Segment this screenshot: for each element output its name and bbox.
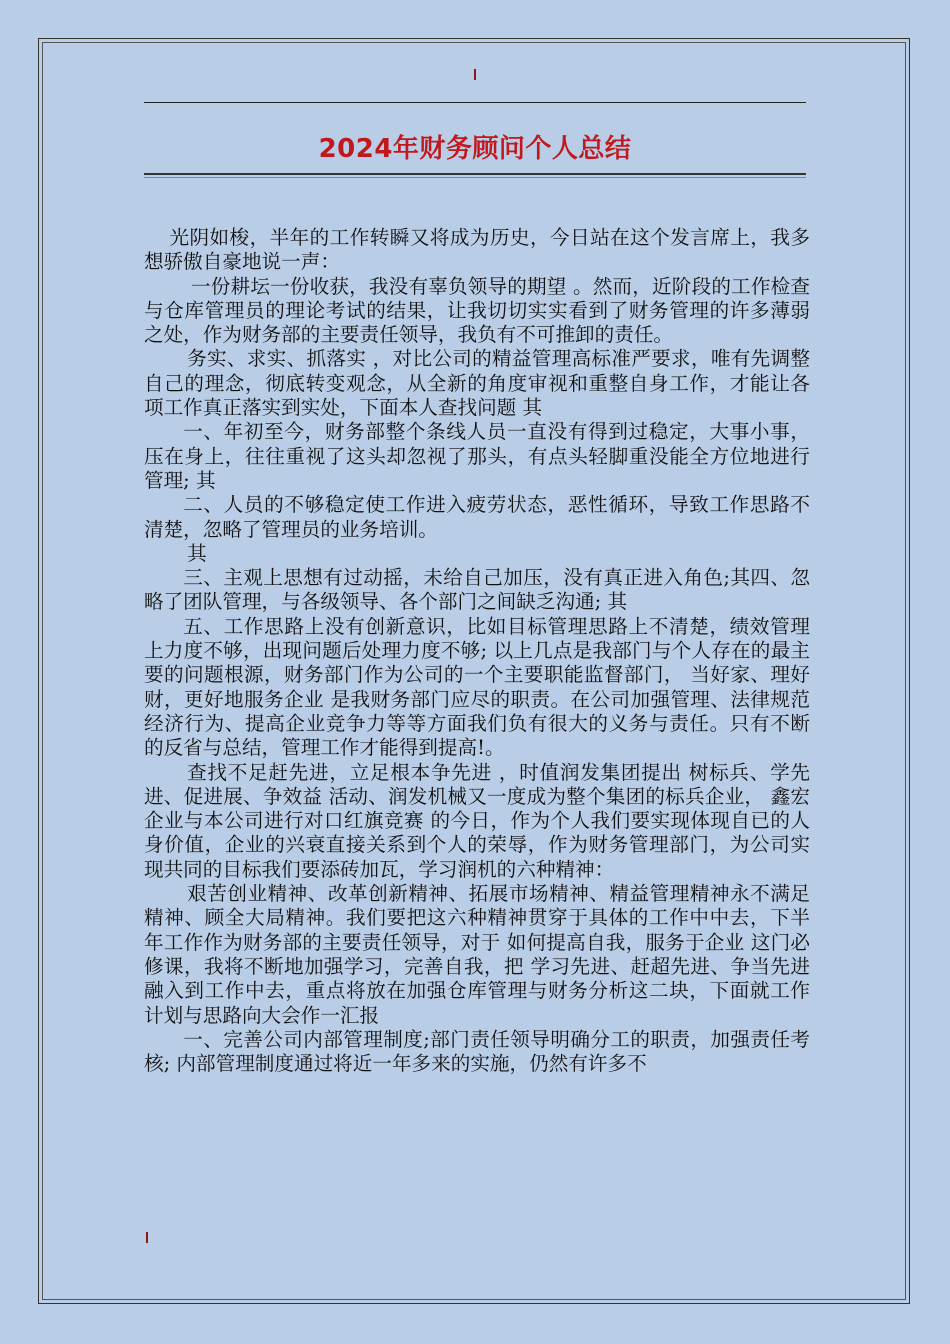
paragraph: 光阴如梭，半年的工作转瞬又将成为历史，今日站在这个发言席上，我多想骄傲自豪地说一声： [144, 226, 810, 274]
paragraph: 三、主观上思想有过动摇，未给自己加压，没有真正进入角色;其四、忽略了团队管理，与各级领导、各个部门之间缺乏沟通; 其 [144, 566, 810, 614]
document-title: 2024年财务顾问个人总结 [318, 134, 632, 164]
document-body [144, 226, 810, 1076]
paragraph: 其 [187, 541, 207, 565]
paragraph: 务实、求实、抓落实 ，对比公司的精益管理高标准严要求，唯有先调整自己的理念，彻底转变观念，从全新的角度审视和重整自身工作，才能让各项工作真正落实到实处，下面本人查找问题 其 [144, 347, 810, 420]
header-rule [144, 102, 806, 103]
title-rule [144, 173, 806, 175]
paragraph: 一份耕坛一份收获，我没有辜负领导的期望 。然而，近阶段的工作检查与仓库管理员的理论考试的结果，让我切切实实看到了财务管理的许多薄弱之处，作为财务部的主要责任领导，我负有不可推卸的责任。 [144, 274, 810, 347]
footer-mark [146, 1232, 148, 1243]
header-mark [474, 69, 476, 80]
title-rule-secondary [144, 177, 806, 178]
paragraph: 五、工作思路上没有创新意识，比如目标管理思路上不清楚，绩效管理上力度不够，出现问题后处理力度不够; 以上几点是我部门与个人存在的最主要的问题根源，财务部门作为公司的一个主要职能监督部门， 当好家、理好财，更好地服务企业 是我财务部门应尽的职责。在公司加强管理、法律规范经济行为、提高企业竞争力等等方面我们负有很大的义务与责任。只有不断的反省与总结，管理工作才能得到提高!。 [144, 614, 810, 760]
paragraph: 艰苦创业精神、改革创新精神、拓展市场精神、精益管理精神永不满足精神、顾全大局精神。我们要把这六种精神贯穿于具体的工作中中去，下半年工作作为财务部的主要责任领导，对于 如何提高自我，服务于企业 这门必修课，我将不断地加强学习，完善自我，把 学习先进、赶超先进、争当先进 融入到工作中去，重点将放在加强仓库管理与财务分析这二块，下面就工作计划与思路向大会作一汇报 [144, 882, 810, 1027]
paragraph: 一、年初至今，财务部整个条线人员一直没有得到过稳定，大事小事，压在身上，往往重视了这头却忽视了那头，有点头轻脚重没能全方位地进行管理; 其 [144, 420, 810, 492]
paragraph: 二、人员的不够稳定使工作进入疲劳状态，恶性循环，导致工作思路不清楚，忽略了管理员的业务培训。 [144, 493, 810, 541]
paragraph: 查找不足赶先进，立足根本争先进 ，时值润发集团提出 树标兵、学先进、促进展、争效益 活动、润发机械又一度成为整个集团的标兵企业， 鑫宏企业与本公司进行对口红旗竞赛 的今日，作为个人我们要实现体现自已的人身价值，企业的兴衰直接关系到个人的荣辱，作为财务管理部门，为公司实现共同的目标我们要添砖加瓦，学习润机的六种精神： [144, 760, 810, 881]
paragraph: 一、完善公司内部管理制度;部门责任领导明确分工的职责，加强责任考核; 内部管理制度通过将近一年多来的实施，仍然有许多不 [144, 1027, 810, 1076]
